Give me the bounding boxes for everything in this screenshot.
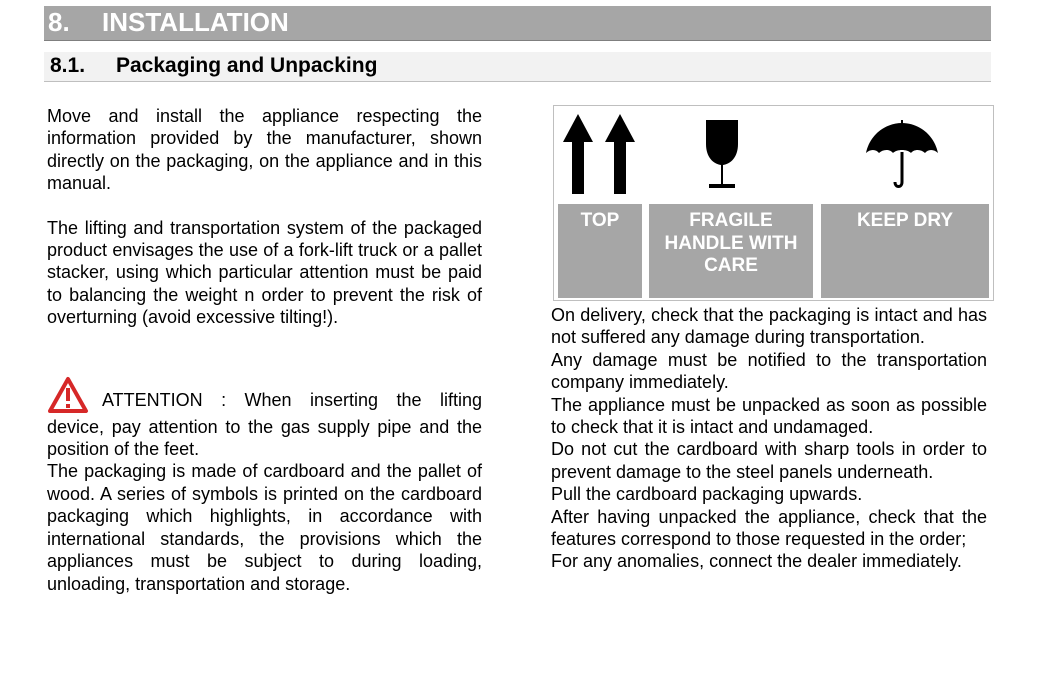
packaging-paragraph: The packaging is made of cardboard and the pallet of wood. A series of symbols is printed on the cardboard packaging which highlights, in accordance with international standards, the provisions which the appliances must be subject to during loading, unloading, transportation and storage. <box>47 461 482 594</box>
delivery-paragraph: On delivery, check that the packaging is intact and has not suffered any damage during transportation. <box>551 305 987 348</box>
keep-dry-label: KEEP DRY <box>821 204 989 298</box>
attention-text: device, pay attention to the gas supply pipe and the position of the feet. <box>47 416 482 460</box>
subsection-number: 8.1. <box>50 54 86 77</box>
section-number: 8. <box>48 7 70 37</box>
top-label: TOP <box>558 204 642 298</box>
lifting-paragraph: The lifting and transportation system of the packaged product envisages the use of a fork-lift truck or a pallet stacker, using which particular attention must be paid to balancing the weight n order to prevent the risk of overturning (avoid excessive tilting!). <box>47 217 482 328</box>
damage-paragraph: Any damage must be notified to the transportation company immediately. <box>551 349 987 393</box>
fragile-label: FRAGILE HANDLE WITH CARE <box>649 204 813 298</box>
wine-glass-icon <box>702 118 742 190</box>
pull-paragraph: Pull the cardboard packaging upwards. <box>551 484 863 505</box>
check-paragraph: After having unpacked the appliance, check that the features correspond to those requested in the order; <box>551 506 987 550</box>
attention-heading: ATTENTION : When inserting the lifting <box>102 390 482 411</box>
cutting-paragraph: Do not cut the cardboard with sharp tools in order to prevent damage to the steel panels underneath. <box>551 439 987 482</box>
warning-triangle-icon <box>47 376 89 414</box>
right-column <box>551 304 987 573</box>
attention-note <box>47 374 482 461</box>
umbrella-icon <box>864 120 940 190</box>
intro-paragraph: Move and install the appliance respecting the information provided by the manufacturer, shown directly on the packaging, on the appliance and in this manual. <box>47 106 482 194</box>
subsection-heading <box>44 52 991 82</box>
anomalies-paragraph: For any anomalies, connect the dealer immediately. <box>551 551 962 572</box>
unpack-paragraph: The appliance must be unpacked as soon as possible to check that it is intact and undamaged. <box>551 394 987 438</box>
section-title: INSTALLATION <box>102 7 289 37</box>
section-heading <box>44 6 991 41</box>
subsection-title: Packaging and Unpacking <box>116 54 378 77</box>
packaging-symbols <box>553 105 994 301</box>
left-column <box>47 105 482 595</box>
arrows-up-icon <box>560 112 638 196</box>
